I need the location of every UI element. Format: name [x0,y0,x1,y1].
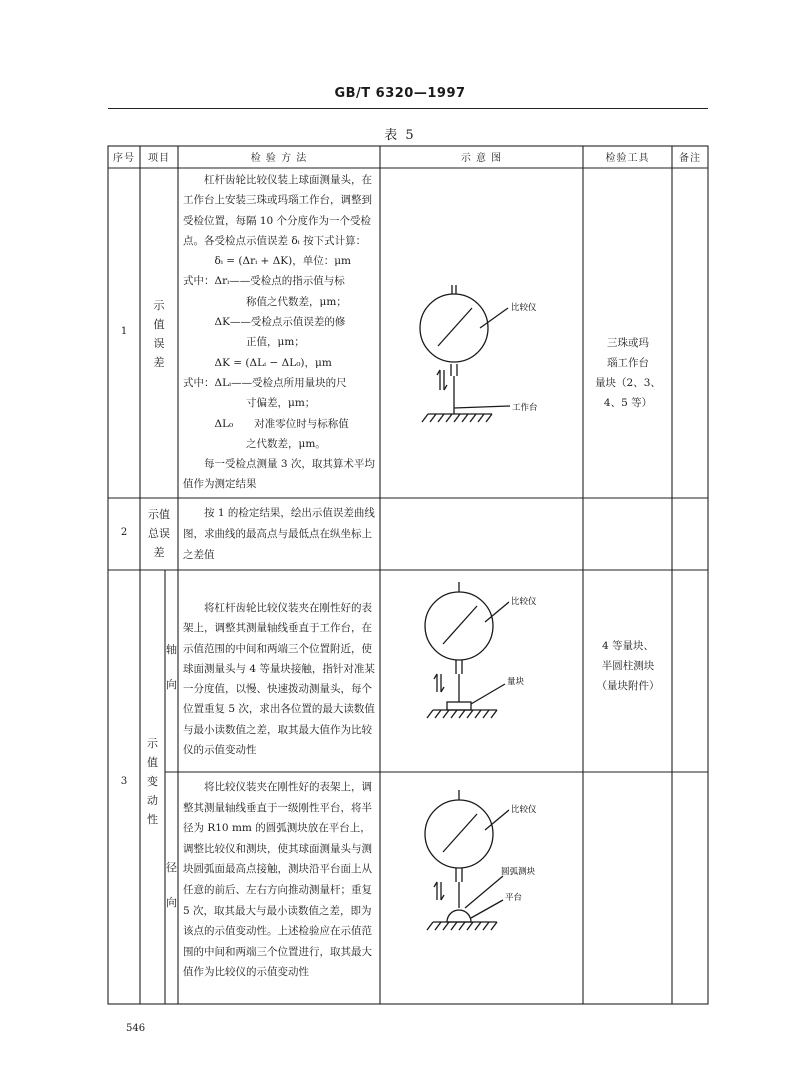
row-3a-direction-char: 轴 [166,643,177,656]
row-3b-direction [165,858,178,912]
diagram-label: 比较仪 [511,805,537,815]
diagram-label: 量块 [507,677,525,687]
column-header-tools: 检验工具 [605,153,650,164]
row-3-item-char: 性 [147,813,158,826]
diagram-label: 平台 [505,893,523,903]
column-header-remarks: 备注 [679,153,701,164]
row-1-schematic [410,280,560,440]
row-1-item-char: 示 [153,299,165,312]
row-3b-schematic [415,788,565,948]
column-header-no: 序号 [113,153,135,164]
row-1-number: 1 [120,326,128,337]
page-number: 546 [126,1023,146,1034]
column-header-method: 检 验 方 法 [250,153,308,164]
row-3a-method: 将杠杆齿轮比较仪装夹在刚性好的表架上，调整其测量轴线垂直于工作台，在示值范围的中间和两端三个位置附近，使球面测量头与 4 等量块接触，指针对准某一分度值，以慢、快速拨动测量头，每个位置重复 5 次，求出各位置的最大读数值与最小读数值之差，取其最大值作为比较仪的示值变动性 [183,602,375,757]
row-3a-direction-char: 向 [166,678,177,691]
row-3-tools: 4 等量块、 半圆柱测块 （量块附件） [596,640,660,692]
row-2-number: 2 [120,527,128,538]
row-1-item [140,296,178,372]
column-header-diagram: 示 意 图 [460,153,503,164]
row-3b-direction-char: 向 [166,896,177,909]
row-2-item-char: 总误 [148,527,170,540]
row-2-item-char: 示值 [148,508,170,521]
row-3-number: 3 [120,776,128,787]
row-3-item-char: 变 [147,775,158,788]
row-2-item-char: 差 [153,546,165,559]
row-2-method: 按 1 的检定结果，绘出示值误差曲线图，求曲线的最高点与最低点在纵坐标上之差值 [183,507,375,561]
diagram-label: 比较仪 [511,303,537,313]
row-1-item-char: 值 [153,318,165,331]
row-3-item [140,734,165,829]
column-header-item: 项目 [148,153,170,164]
diagram-label: 圆弧测块 [501,867,536,877]
diagram-label: 比较仪 [511,597,537,607]
row-2-item [140,505,178,562]
row-1-item-char: 误 [153,337,165,350]
row-3b-direction-char: 径 [166,861,177,874]
row-1-item-char: 差 [153,356,165,369]
row-3a-direction [165,640,178,694]
page-header: GB/T 6320—1997 [334,86,466,101]
row-3b-method: 将比较仪装夹在刚性好的表架上，调整其测量轴线垂直于一级刚性平台，将半径为 R10 mm 的圆弧测块放在平台上，调整比较仪和测块，使其球面测量头与测块圆弧面最高点接触，测块沿平台面上从任意的前后、左右方向推动测量杆；重复 5 次，取其最大与最小读数值之差，即为该点的示值变动性。上述检验应在示值范围的中间和两端三个位置进行，取其最大值作为比较仪的示值变动性 [183,781,372,979]
diagram-label: 工作台 [512,403,538,413]
row-3-item-char: 值 [147,756,158,769]
table-caption: 表 5 [384,128,416,143]
row-3-item-char: 示 [147,737,158,750]
row-1-method: 杠杆齿轮比较仪装上球面测量头，在工作台上安装三珠或玛瑙工作台，调整到受检位置，每隔 10 个分度作为一个受检点。各受检点示值误差 δᵢ 按下式计算： δᵢ = (Δrᵢ + ΔK)，单位：μm 式中：Δrᵢ——受检点的指示值与标 称值之代数差，μm； ΔK——受检点示值误差的修 正值，μm； ΔK = (ΔLᵢ − ΔL₀)，μm 式中：ΔLᵢ——受检点所用量块的尺 寸偏差，μm； ΔL₀ 对准零位时与标称值 之代数差，μm。 每一受检点测量 3 次，取其算术平均值作为测定结果 [183,174,375,491]
row-3a-schematic [415,580,565,730]
row-1-tools: 三珠或玛 瑙工作台 量块（2、3、 4、5 等） [595,337,661,409]
row-3-item-char: 动 [147,794,158,807]
